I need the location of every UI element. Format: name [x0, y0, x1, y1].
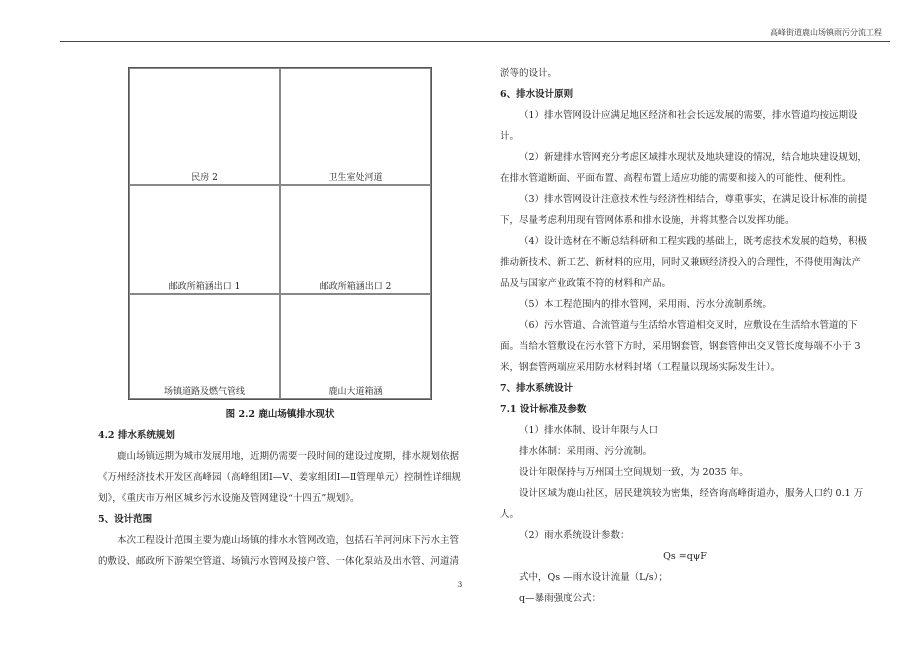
paragraph: （2）新建排水管网充分考虑区域排水现状及地块建设的情况，结合地块建设规划，在排水管道断面、平面布置、高程布置上适应功能的需要和接入的可能性、便利性。: [500, 152, 868, 184]
subsection-heading: 7.1 设计标准及参数: [500, 404, 587, 415]
figure-cell-label: 场镇道路及燃气管线: [130, 387, 279, 397]
section-heading: 5、设计范围: [98, 514, 153, 525]
page-number: 3: [457, 581, 463, 589]
paragraph: q—暴雨强度公式：: [519, 593, 602, 604]
left-column: [98, 425, 465, 572]
paragraph: （6）污水管道、合流管道与生活给水管道相交叉时，应敷设在生活给水管道的下面。当给水管敷设在污水管下方时，采用钢套管，钢套管伸出交叉管长度每端不小于 3 米，钢套管两端应采用防水材料封堵（工程量以现场实际发生计）。: [500, 320, 861, 373]
paragraph: （5）本工程范围内的排水管网，采用雨、污水分流制系统。: [519, 299, 773, 310]
paragraph: 设计年限保持与万州国土空间规划一致，为 2035 年。: [519, 467, 749, 478]
figure-cell: [129, 294, 280, 399]
formula: Qs =qψF: [663, 551, 707, 562]
section-heading: 6、排水设计原则: [500, 89, 574, 100]
header-rule: [60, 41, 890, 42]
figure-cell-label: 鹿山大道箱涵: [281, 387, 430, 397]
figure-cell-label: 卫生室处河道: [281, 173, 430, 183]
paragraph: （3）排水管网设计注意技术性与经济性相结合，尊重事实，在满足设计标准的前提下，尽量考虑利用现有管网体系和排水设施，并将其整合以发挥功能。: [500, 194, 868, 226]
paragraph: 淤等的设计。: [500, 68, 558, 79]
paragraph: （4）设计选材在不断总结科研和工程实践的基础上，既考虑技术发展的趋势，积极推动新技术、新工艺、新材料的应用，同时又兼顾经济投入的合理性，不得使用淘汰产品及与国家产业政策不符的材料和产品。: [500, 236, 868, 289]
paragraph: （1）排水体制、设计年限与人口: [519, 425, 659, 436]
figure-cell: [129, 68, 280, 185]
figure-table: [128, 67, 432, 400]
paragraph: 排水体制：采用雨、污分流制。: [519, 446, 653, 457]
paragraph: 鹿山场镇远期为城市发展用地，近期仍需要一段时间的建设过度期，排水规划依据《万州经济技术开发区高峰园（高峰组团Ⅰ—Ⅴ、姜家组团Ⅰ—Ⅱ管理单元）控制性详细规划》，《重庆市万州区城乡污水设施及管网建设“十四五”规划》。: [98, 451, 461, 504]
figure-cell-label: 民房 2: [130, 173, 279, 183]
figure-cell-label: 邮政所箱涵出口 1: [130, 282, 279, 292]
section-heading: 7、排水系统设计: [500, 383, 574, 394]
paragraph: （2）雨水系统设计参数：: [519, 530, 630, 541]
figure-caption: 图 2.2 鹿山场镇排水现状: [225, 409, 335, 420]
paragraph: （1）排水管网设计应满足地区经济和社会长远发展的需要，排水管道均按远期设计。: [500, 110, 858, 142]
figure-cell: [280, 185, 431, 294]
right-column: [500, 63, 870, 609]
section-heading: 4.2 排水系统规划: [98, 430, 175, 441]
header-title: 高峰街道鹿山场镇雨污分流工程: [770, 28, 882, 37]
figure-cell: [280, 294, 431, 399]
paragraph: 式中，Qs —雨水设计流量（L/s）；: [519, 572, 668, 583]
figure-cell: [280, 68, 431, 185]
figure-cell: [129, 185, 280, 294]
figure-cell-label: 邮政所箱涵出口 2: [281, 282, 430, 292]
paragraph: 设计区域为鹿山社区，居民建筑较为密集，经咨询高峰街道办，服务人口约 0.1 万人。: [500, 488, 864, 520]
paragraph: 本次工程设计范围主要为鹿山场镇的排水水管网改造，包括石羊河河床下污水主管的敷设、邮政所下游架空管道、场镇污水管网及接户管、一体化泵站及出水管、河道清: [98, 535, 460, 567]
